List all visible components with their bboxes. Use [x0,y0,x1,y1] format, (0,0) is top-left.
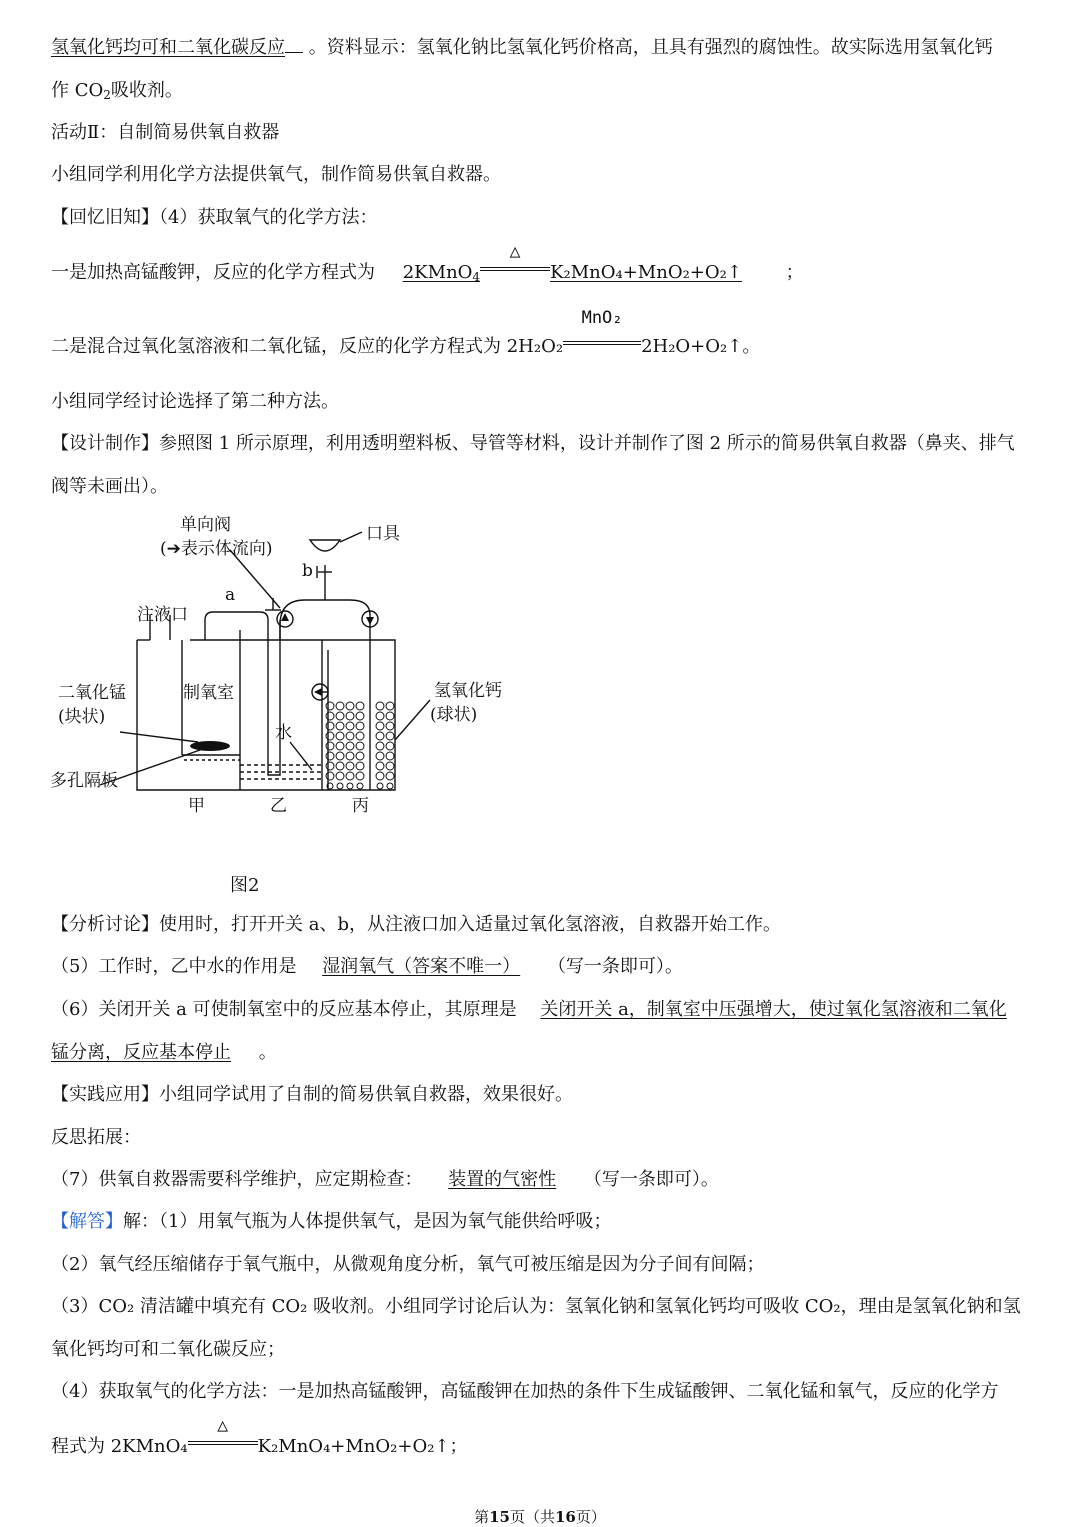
line-4: 小组同学利用化学方法提供氧气，制作简易供氧自救器。 [51,164,501,185]
answer-5: 湿润氧气（答案不唯一） [322,956,521,977]
activity-title: 活动Ⅱ：自制简易供氧自救器 [51,122,280,143]
solution-line-1: 【解答】解：（1）用氧气瓶为人体提供氧气，是因为氧气能供给呼吸； [51,1211,612,1232]
practice-heading: 【实践应用】小组同学试用了自制的简易供氧自救器，效果很好。 [51,1084,573,1105]
mno2-label: 二氧化锰 [58,683,126,703]
question-7: （7）供氧自救器需要科学维护，应定期检查： 装置的气密性 （写一条即可）。 [51,1169,719,1190]
inlet-label: 注液口 [137,605,188,625]
answer-6-cont: 锰分离，反应基本停止 [51,1042,231,1063]
equation-h2o2: 二是混合过氧化氢溶液和二氧化锰，反应的化学方程式为 2H₂O₂ MnO₂ 2H₂O+O₂↑。 [51,308,761,357]
line-1: 氢氧化钙均可和二氧化碳反应 。资料显示：氢氧化钠比氢氧化钙价格高，且具有强烈的腐蚀性。故实际选用氢氧化钙 [51,37,993,58]
solution-line-5: （4）获取氧气的化学方法：一是加热高锰酸钾，高锰酸钾在加热的条件下生成锰酸钾、二氧化锰和氧气，反应的化学方 [51,1381,999,1402]
answer-6: 关闭开关 a，制氧室中压强增大，使过氧化氢溶液和二氧化 [540,999,1007,1020]
yi-label: 乙 [270,796,287,816]
figure-caption: 图2 [230,875,260,896]
equation-kmno4: 一是加热高锰酸钾，反应的化学方程式为 2KMnO$_4$ △ K₂MnO₄+MnO₂+O₂↑ ； [51,241,804,284]
flow-label: (➔表示体流向) [160,539,273,559]
question-6: （6）关闭开关 a 可使制氧室中的反应基本停止，其原理是 关闭开关 a，制氧室中压强增大，使过氧化氢溶液和二氧化 [51,999,1007,1020]
answer-4: 2KMnO$_4$ △ K₂MnO₄+MnO₂+O₂↑ [402,241,742,284]
solution-line-6: 程式为 2KMnO₄ △ K₂MnO₄+MnO₂+O₂↑； [51,1415,468,1457]
mouth-label: 口具 [366,524,400,544]
page-footer: 第15页（共16页） [474,1508,606,1526]
solution-line-2: （2）氧气经压缩储存于氧气瓶中，从微观角度分析，氧气可被压缩是因为分子间有间隔； [51,1254,765,1275]
reaction-arrow: MnO₂ [563,328,641,352]
line-8: 小组同学经讨论选择了第二种方法。 [51,391,339,412]
recall-heading: 【回忆旧知】（4）获取氧气的化学方法： [51,207,378,228]
switch-a-label: a [225,585,236,605]
total-pages: 16 [555,1508,576,1526]
reaction-arrow: △ [480,254,550,278]
line-10: 阀等未画出）。 [51,476,168,497]
line-2: 作 $CO_2$吸收剂。 [51,80,183,102]
water-label: 水 [275,723,292,743]
caoh-form: (球状) [430,705,478,725]
solution-line-4: 氧化钙均可和二氧化碳反应； [51,1339,285,1360]
caoh2-balls [326,702,394,789]
question-6-cont: 锰分离，反应基本停止 。 [51,1042,277,1063]
switch-b-label: b [302,561,313,581]
jia-label: 甲 [188,796,205,816]
answer-7: 装置的气密性 [448,1169,557,1190]
solution-line-3: （3）CO₂ 清洁罐中填充有 CO₂ 吸收剂。小组同学讨论后认为：氢氧化钠和氢氧化钙均可吸收 CO₂，理由是氢氧化钠和氢 [51,1296,1021,1317]
chamber-label: 制氧室 [183,683,234,703]
valve-label: 单向阀 [180,515,231,535]
reaction-arrow: △ [188,1428,258,1452]
figure-2-diagram [40,510,540,830]
mno2-form: (块状) [58,707,106,727]
answer-3-cont: 氢氧化钙均可和二氧化碳反应 [51,37,285,58]
solution-tag: 【解答】 [51,1211,123,1232]
reflection-heading: 反思拓展： [51,1127,141,1148]
analysis-heading: 【分析讨论】使用时，打开开关 a、b，从注液口加入适量过氧化氢溶液，自救器开始工作。 [51,914,781,935]
current-page: 15 [489,1508,510,1526]
question-5: （5）工作时，乙中水的作用是 湿润氧气（答案不唯一） （写一条即可）。 [51,956,683,977]
design-heading: 【设计制作】参照图 1 所示原理，利用透明塑料板、导管等材料，设计并制作了图 2 所示的简易供氧自救器（鼻夹、排气 [51,433,1015,454]
caoh-label: 氢氧化钙 [434,681,502,701]
plate-label: 多孔隔板 [50,771,118,791]
bing-label: 丙 [352,796,369,816]
